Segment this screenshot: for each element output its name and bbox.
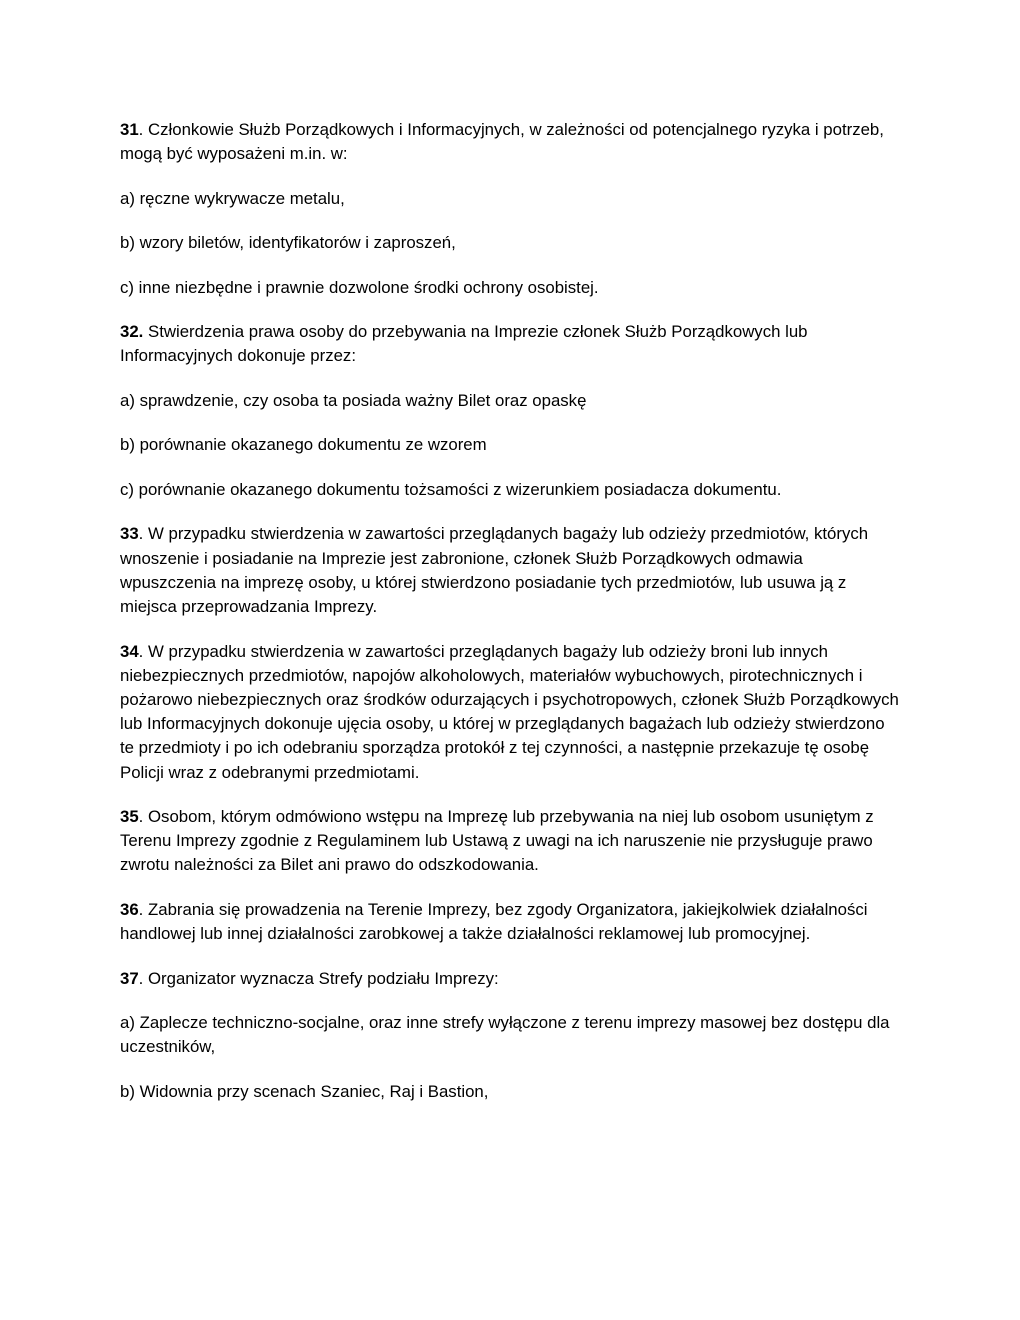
list-item-text: c) porównanie okazanego dokumentu tożsamości z wizerunkiem posiadacza dokumentu. [120, 479, 782, 499]
paragraph-number: 34 [120, 641, 139, 661]
paragraph-number: 33 [120, 524, 139, 544]
list-item-text: a) sprawdzenie, czy osoba ta posiada ważny Bilet oraz opaskę [120, 390, 587, 410]
list-item-text: a) ręczne wykrywacze metalu, [120, 188, 345, 208]
list-item-text: a) Zaplecze techniczno-socjalne, oraz inne strefy wyłączone z terenu imprezy masowej bez dostępu dla uczestników, [120, 1013, 890, 1057]
list-item-37a [120, 1011, 902, 1059]
paragraph-text: Stwierdzenia prawa osoby do przebywania na Imprezie członek Służb Porządkowych lub Informacyjnych dokonuje przez: [120, 322, 808, 366]
list-item-32b [120, 433, 902, 457]
paragraph-number: 31 [120, 120, 139, 139]
paragraph-number: 37 [120, 968, 139, 988]
paragraph-35 [120, 805, 902, 878]
paragraph-text: . W przypadku stwierdzenia w zawartości przeglądanych bagaży lub odzieży broni lub innych niebezpiecznych przedmiotów, napojów alkoholowych, materiałów wybuchowych, pirotechnicznych i pożarowo niebezpiecznych oraz środków odurzających i psychotropowych, członek Służb Porządkowych lub Informacyjnych dokonuje ujęcia osoby, u której w przeglądanych bagażach lub odzieży stwierdzono te przedmioty i po ich odebraniu sporządza protokół z tej czynności, a następnie przekazuje tę osobę Policji wraz z odebranymi przedmiotami. [120, 641, 899, 782]
list-item-37b [120, 1080, 902, 1104]
document-page [120, 118, 902, 1124]
paragraph-text: . Osobom, którym odmówiono wstępu na Imprezę lub przebywania na niej lub osobom usuniętym z Terenu Imprezy zgodnie z Regulaminem lub Ustawą z uwagi na ich naruszenie nie przysługuje prawo zwrotu należności za Bilet ani prawo do odszkodowania. [120, 807, 874, 875]
list-item-31a [120, 187, 902, 211]
list-item-text: b) wzory biletów, identyfikatorów i zaproszeń, [120, 233, 456, 253]
paragraph-text: . Członkowie Służb Porządkowych i Informacyjnych, w zależności od potencjalnego ryzyka i potrzeb, mogą być wyposażeni m.in. w: [120, 120, 884, 164]
list-item-31b [120, 231, 902, 255]
paragraph-33 [120, 522, 902, 619]
paragraph-number: 36 [120, 899, 139, 919]
paragraph-31 [120, 118, 902, 166]
list-item-text: b) Widownia przy scenach Szaniec, Raj i Bastion, [120, 1081, 489, 1101]
list-item-32a [120, 389, 902, 413]
list-item-text: b) porównanie okazanego dokumentu ze wzorem [120, 435, 487, 455]
paragraph-36 [120, 898, 902, 946]
list-item-31c [120, 276, 902, 300]
list-item-32c [120, 478, 902, 502]
paragraph-number: 35 [120, 807, 139, 827]
paragraph-text: . Zabrania się prowadzenia na Terenie Imprezy, bez zgody Organizatora, jakiejkolwiek działalności handlowej lub innej działalności zarobkowej a także działalności reklamowej lub promocyjnej. [120, 899, 868, 944]
paragraph-32 [120, 320, 902, 368]
paragraph-text: . Organizator wyznacza Strefy podziału Imprezy: [138, 968, 499, 988]
paragraph-number: 32. [120, 322, 144, 342]
paragraph-text: . W przypadku stwierdzenia w zawartości przeglądanych bagaży lub odzieży przedmiotów, których wnoszenie i posiadanie na Imprezie jest zabronione, członek Służb Porządkowych odmawia wpuszczenia na imprezę osoby, u której stwierdzono posiadanie tych przedmiotów, lub usuwa ją z miejsca przeprowadzania Imprezy. [120, 524, 869, 617]
list-item-text: c) inne niezbędne i prawnie dozwolone środki ochrony osobistej. [120, 277, 599, 297]
paragraph-34 [120, 640, 902, 785]
paragraph-37 [120, 967, 902, 991]
